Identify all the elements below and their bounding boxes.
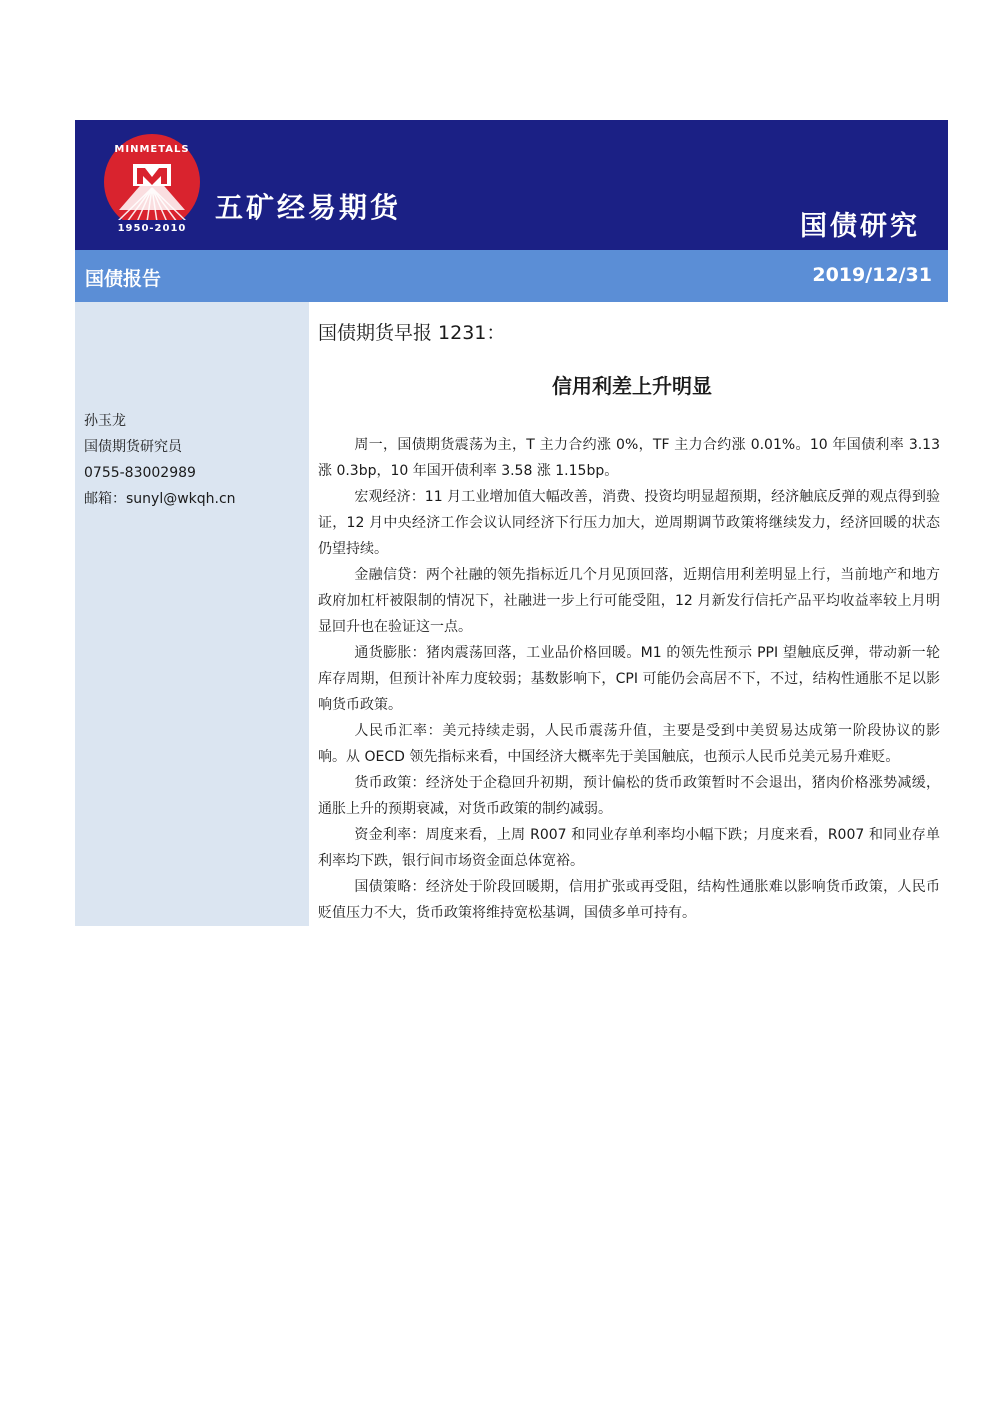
paragraph: 货币政策：经济处于企稳回升初期，预计偏松的货币政策暂时不会退出，猪肉价格涨势减缓，通胀上升的预期衰减，对货币政策的制约减弱。 [318, 775, 940, 817]
paragraph: 周一，国债期货震荡为主，T 主力合约涨 0%，TF 主力合约涨 0.01%。10 年国债利率 3.13 涨 0.3bp，10 年国开债利率 3.58 涨 1.15bp。 [318, 437, 940, 479]
report-heading: 国债期货早报 1231： [318, 322, 506, 344]
report-title: 信用利差上升明显 [552, 374, 712, 398]
author-phone: 0755-83002989 [84, 465, 196, 481]
section-title: 国债研究 [800, 211, 920, 242]
author-email[interactable]: 邮箱：sunyl@wkqh.cn [84, 491, 236, 507]
report-body [318, 432, 940, 926]
subheader-band [75, 250, 948, 302]
report-type: 国债报告 [85, 268, 162, 290]
paragraph: 宏观经济：11 月工业增加值大幅改善，消费、投资均明显超预期，经济触底反弹的观点得到验证，12 月中央经济工作会议认同经济下行压力加大，逆周期调节政策将继续发力，经济回暖的状态仍望持续。 [318, 489, 940, 557]
paragraph: 人民币汇率：美元持续走弱，人民币震荡升值，主要是受到中美贸易达成第一阶段协议的影响。从 OECD 领先指标来看，中国经济大概率先于美国触底，也预示人民币兑美元易升难贬。 [318, 723, 940, 765]
author-title: 国债期货研究员 [84, 439, 182, 455]
author-info [84, 408, 236, 512]
paragraph: 金融信贷：两个社融的领先指标近几个月见顶回落，近期信用利差明显上行，当前地产和地方政府加杠杆被限制的情况下，社融进一步上行可能受阻，12 月新发行信托产品平均收益率较上月明显回升也在验证这一点。 [318, 567, 940, 635]
paragraph: 通货膨胀：猪肉震荡回落，工业品价格回暖。M1 的领先性预示 PPI 望触底反弹，带动新一轮库存周期，但预计补库力度较弱；基数影响下，CPI 可能仍会高居不下，不过，结构性通胀不足以影响货币政策。 [318, 645, 940, 713]
report-date: 2019/12/31 [812, 264, 932, 286]
paragraph: 资金利率：周度来看，上周 R007 和同业存单利率均小幅下跌；月度来看，R007 和同业存单利率均下跌，银行间市场资金面总体宽裕。 [318, 827, 940, 869]
author-name: 孙玉龙 [84, 413, 126, 429]
svg-text:1950-2010: 1950-2010 [117, 223, 187, 234]
paragraph: 国债策略：经济处于阶段回暖期，信用扩张或再受阻，结构性通胀难以影响货币政策，人民币贬值压力不大，货币政策将维持宽松基调，国债多单可持有。 [318, 879, 940, 921]
svg-text:MINMETALS: MINMETALS [114, 144, 190, 155]
company-name: 五矿经易期货 [215, 191, 402, 224]
header-band [75, 120, 948, 250]
author-sidebar [75, 302, 309, 926]
minmetals-logo [97, 130, 207, 240]
